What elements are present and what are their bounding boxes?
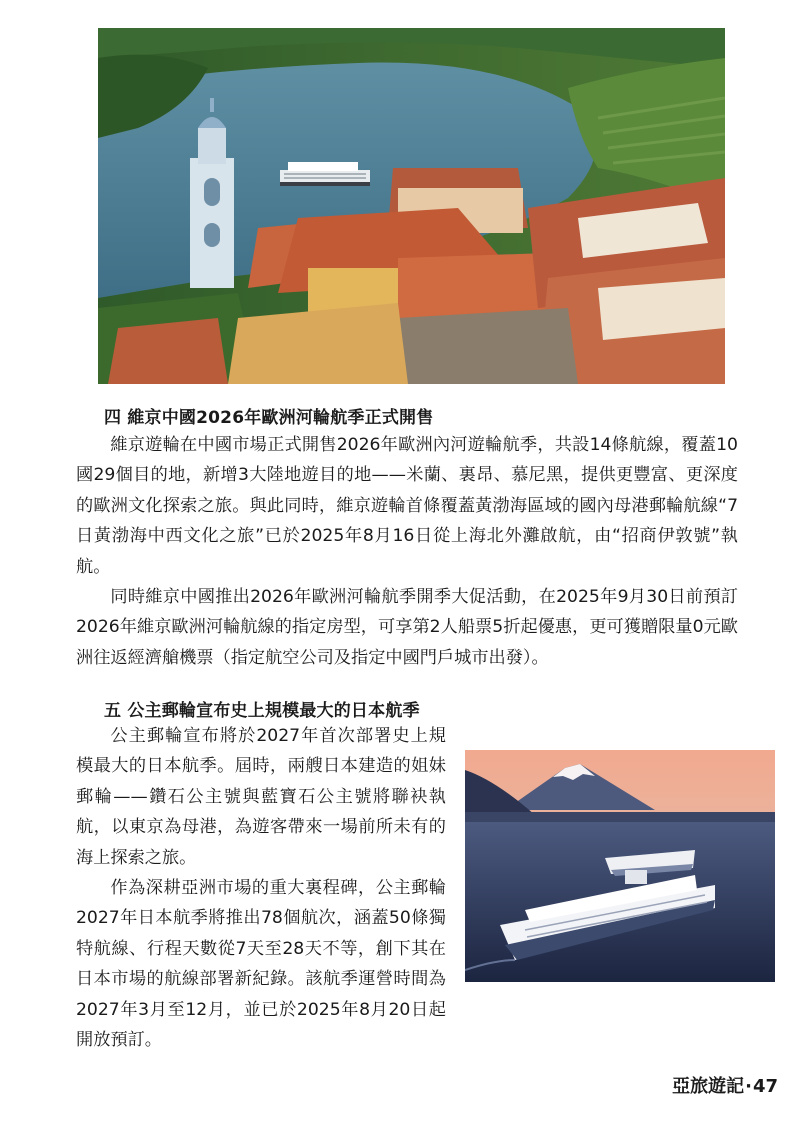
page-number: 47 (752, 1076, 778, 1097)
river-town-photo (98, 28, 725, 384)
paragraph: 同時維京中國推出2026年歐洲河輪航季開季大促活動，在2025年9月30日前預訂2026年維京歐洲河輪航線的指定房型，可享第2人船票5折起優惠，更可獲贈限量0元歐洲往返經濟艙機票（指定航空公司及指定中國門戶城市出發）。 (76, 587, 738, 668)
paragraph: 維京遊輪在中國市場正式開售2026年歐洲內河遊輪航季，共設14條航線，覆蓋10國29個目的地，新增3大陸地遊目的地——米蘭、裏昂、慕尼黑，提供更豐富、更深度的歐洲文化探索之旅。與此同時，維京遊輪首條覆蓋黃渤海區域的國內母港郵輪航線“7日黃渤海中西文化之旅”已於2025年8月16日從上海北外灘啟航，由“招商伊敦號”執航。 (76, 435, 738, 577)
section-heading: 四 維京中國2026年歐洲河輪航季正式開售 (104, 408, 434, 428)
footer-separator: · (745, 1076, 752, 1097)
magazine-name: 亞旅遊記 (672, 1076, 745, 1097)
section-body (76, 430, 738, 673)
section-heading: 五 公主郵輪宣布史上規模最大的日本航季 (104, 701, 420, 721)
paragraph: 公主郵輪宣布將於2027年首次部署史上規模最大的日本航季。屆時，兩艘日本建造的姐妹郵輪——鑽石公主號與藍寶石公主號將聯袂執航，以東京為母港，為遊客帶來一場前所未有的海上探索之旅。 (76, 726, 446, 868)
page-footer (672, 1072, 778, 1098)
section-body (76, 721, 446, 1055)
paragraph: 作為深耕亞洲市場的重大裏程碑，公主郵輪2027年日本航季將推出78個航次，涵蓋50條獨特航線、行程天數從7天至28天不等，創下其在日本市場的航線部署新紀錄。該航季運營時間為2027年3月至12月，並已於2025年8月20日起開放預訂。 (76, 878, 446, 1051)
cruise-ships-fuji-photo (465, 750, 775, 982)
